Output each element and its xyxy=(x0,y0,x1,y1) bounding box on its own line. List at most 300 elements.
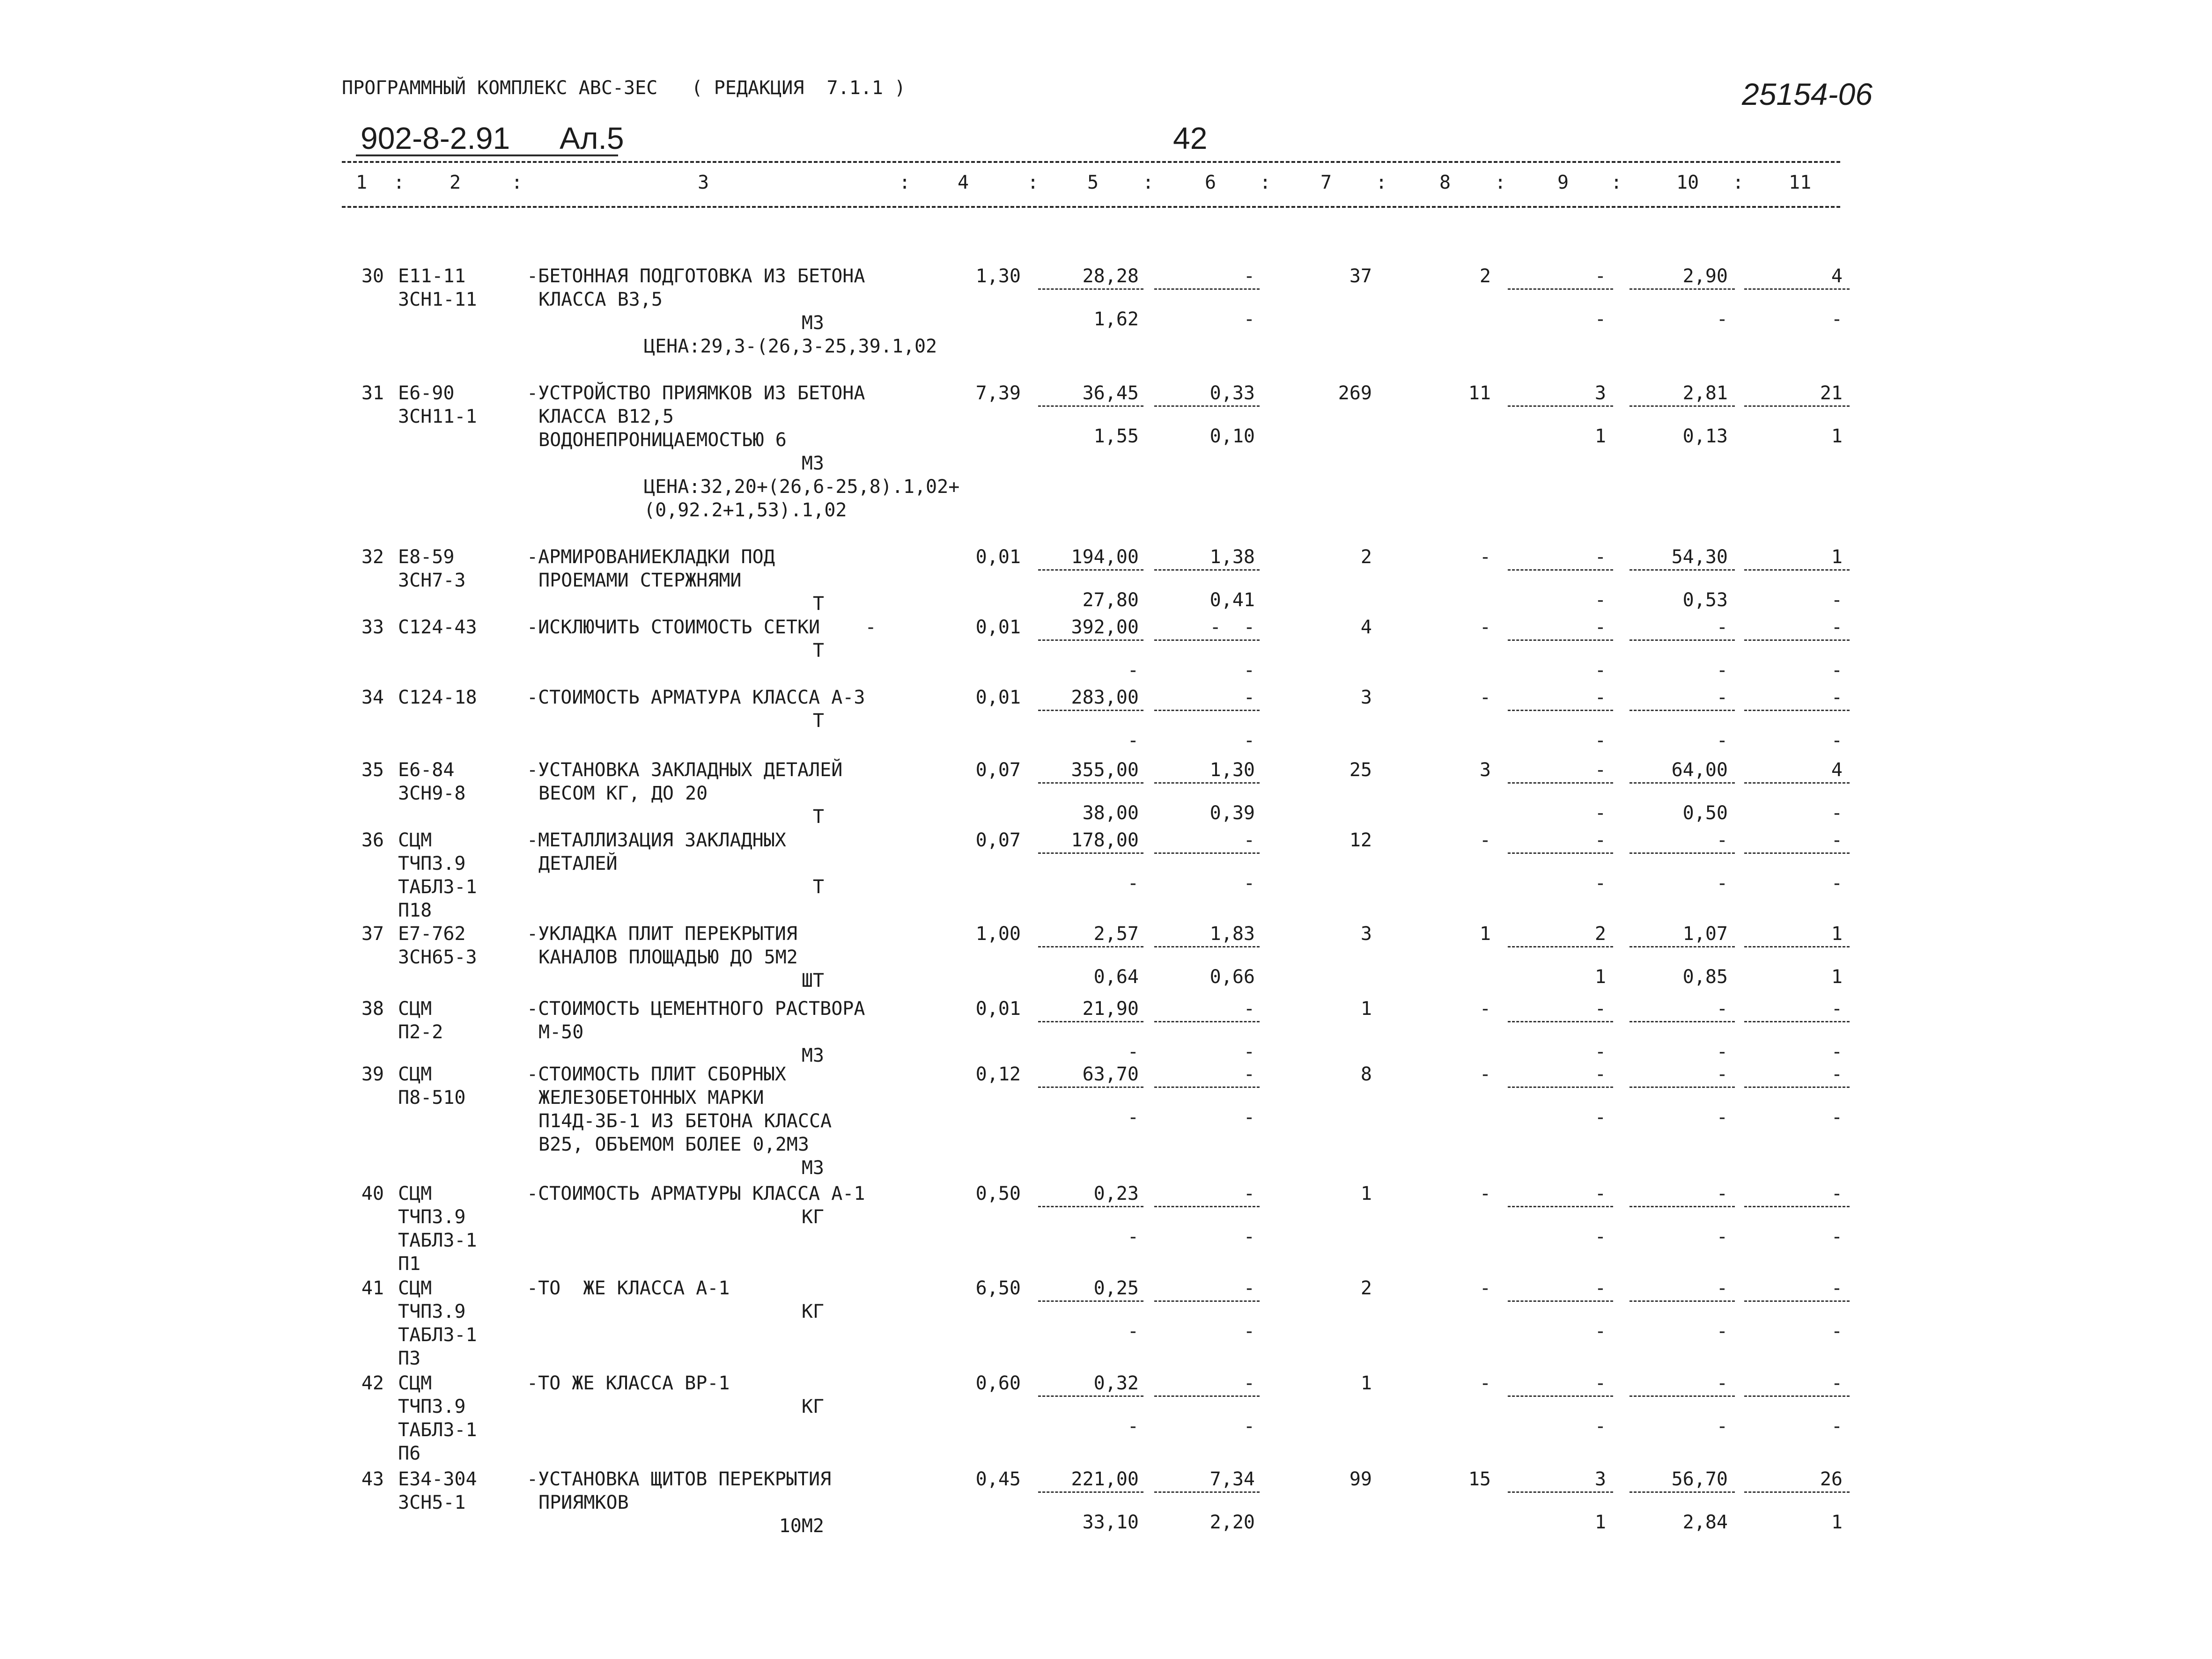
value-c5: 2,57 xyxy=(1093,923,1139,945)
subtotal-rule xyxy=(1744,288,1850,290)
value-c6: 1,30 xyxy=(1209,759,1255,781)
subtotal-rule xyxy=(1630,288,1735,290)
value-c9: 3 xyxy=(1594,1468,1606,1490)
subtotal-rule xyxy=(1744,782,1850,784)
value-c7: 8 xyxy=(1360,1064,1372,1085)
subtotal-rule xyxy=(1154,852,1260,854)
value-c11b: - xyxy=(1831,1041,1843,1063)
value-c6: - xyxy=(1243,1183,1255,1204)
value-qty: 6,50 xyxy=(975,1277,1021,1299)
value-c9: - xyxy=(1594,617,1606,638)
resource-code: СЦМ xyxy=(398,1373,432,1394)
value-c5: 355,00 xyxy=(1071,759,1139,781)
work-description: П14Д-3Б-1 ИЗ БЕТОНА КЛАССА xyxy=(538,1110,832,1132)
work-description: -СТОИМОСТЬ ПЛИТ СБОРНЫХ xyxy=(527,1064,786,1085)
value-c9: - xyxy=(1594,1064,1606,1085)
value-c5: 0,23 xyxy=(1093,1183,1139,1204)
value-c9: - xyxy=(1594,759,1606,781)
subtotal-rule xyxy=(1038,782,1143,784)
value-c9b: - xyxy=(1594,1416,1606,1437)
resource-code: С124-18 xyxy=(398,687,477,708)
value-c6: - xyxy=(1243,1373,1255,1394)
work-description: КЛАССА В12,5 xyxy=(538,406,674,427)
value-c5b: 1,55 xyxy=(1093,426,1139,447)
value-c10b: 0,53 xyxy=(1682,589,1728,611)
value-c11b: 1 xyxy=(1831,966,1843,988)
value-c7: 1 xyxy=(1360,1183,1372,1204)
value-c7: 1 xyxy=(1360,1373,1372,1394)
subtotal-rule xyxy=(1508,710,1613,711)
project-code: 902-8-2.91 xyxy=(361,121,510,155)
column-separator: : xyxy=(899,172,911,193)
subtotal-rule xyxy=(1744,1395,1850,1397)
value-c7: 2 xyxy=(1360,1277,1372,1299)
subtotal-rule xyxy=(1038,852,1143,854)
value-c5: 28,28 xyxy=(1082,265,1139,287)
subtotal-rule xyxy=(1154,1206,1260,1207)
value-c11b: - xyxy=(1831,1107,1843,1128)
subtotal-rule xyxy=(1038,1206,1143,1207)
work-description: ВЕСОМ КГ, ДО 20 xyxy=(538,783,708,804)
value-c10b: - xyxy=(1716,730,1728,751)
value-qty: 0,01 xyxy=(975,617,1021,638)
value-c9: - xyxy=(1594,830,1606,851)
resource-code: ТЧП3.9 xyxy=(398,853,466,874)
unit-of-measure: КГ xyxy=(801,1301,824,1322)
unit-of-measure: Т xyxy=(812,710,824,732)
column-header-10: 10 xyxy=(1676,172,1699,193)
value-c10: - xyxy=(1716,1183,1728,1204)
value-c6: - xyxy=(1243,1064,1255,1085)
value-c7: 3 xyxy=(1360,687,1372,708)
value-qty: 0,07 xyxy=(975,759,1021,781)
value-c5: 194,00 xyxy=(1071,546,1139,568)
value-c10: - xyxy=(1716,998,1728,1020)
value-c6: - xyxy=(1243,830,1255,851)
value-c6b: - xyxy=(1243,1041,1255,1063)
value-c9b: - xyxy=(1594,1041,1606,1063)
subtotal-rule xyxy=(1154,1021,1260,1022)
value-c9b: - xyxy=(1594,873,1606,894)
value-c11: 1 xyxy=(1831,546,1843,568)
resource-code: П2-2 xyxy=(398,1021,443,1043)
header-rule-top xyxy=(342,161,1840,163)
work-description: ВОДОНЕПРОНИЦАЕМОСТЬЮ 6 xyxy=(538,429,787,451)
subtotal-rule xyxy=(1744,639,1850,641)
row-number: 41 xyxy=(361,1277,384,1299)
subtotal-rule xyxy=(1630,1395,1735,1397)
unit-of-measure: М3 xyxy=(801,1045,824,1066)
column-header-1: 1 xyxy=(356,172,368,193)
subtotal-rule xyxy=(1744,710,1850,711)
work-description: -СТОИМОСТЬ АРМАТУРА КЛАССА А-3 xyxy=(527,687,865,708)
row-number: 38 xyxy=(361,998,384,1020)
value-qty: 1,00 xyxy=(975,923,1021,945)
subtotal-rule xyxy=(1038,1395,1143,1397)
value-c9: - xyxy=(1594,1373,1606,1394)
resource-code: П18 xyxy=(398,900,432,921)
subtotal-rule xyxy=(1744,852,1850,854)
value-c7: 37 xyxy=(1349,265,1372,287)
value-c7: 2 xyxy=(1360,546,1372,568)
resource-code: Е7-762 xyxy=(398,923,466,945)
value-c10b: - xyxy=(1716,873,1728,894)
value-c6b: - xyxy=(1243,1321,1255,1342)
value-c11: - xyxy=(1831,830,1843,851)
value-c5b: 0,64 xyxy=(1093,966,1139,988)
value-c10b: - xyxy=(1716,1041,1728,1063)
value-c5b: - xyxy=(1127,660,1139,681)
value-c6b: - xyxy=(1243,660,1255,681)
unit-of-measure: Т xyxy=(812,640,824,661)
work-description: КАНАЛОВ ПЛОЩАДЬЮ ДО 5М2 xyxy=(538,947,798,968)
value-c9: - xyxy=(1594,546,1606,568)
unit-of-measure: КГ xyxy=(801,1206,824,1228)
value-c9b: 1 xyxy=(1594,1512,1606,1533)
album-label: Ал.5 xyxy=(560,121,624,155)
value-c11b: - xyxy=(1831,730,1843,751)
value-c8: - xyxy=(1479,1277,1491,1299)
value-c5b: 27,80 xyxy=(1082,589,1139,611)
value-c11: 1 xyxy=(1831,923,1843,945)
work-description: ПРИЯМКОВ xyxy=(538,1492,629,1513)
work-description: -ТО ЖЕ КЛАССА А-1 xyxy=(527,1277,730,1299)
price-formula: ЦЕНА:29,3-(26,3-25,39.1,02 xyxy=(644,336,937,357)
resource-code: ТАБЛ3-1 xyxy=(398,1230,477,1251)
value-c10b: - xyxy=(1716,660,1728,681)
subtotal-rule xyxy=(1038,1021,1143,1022)
value-qty: 1,30 xyxy=(975,265,1021,287)
work-description: -ТО ЖЕ КЛАССА ВР-1 xyxy=(527,1373,730,1394)
resource-code: С124-43 xyxy=(398,617,477,638)
value-c6b: 0,41 xyxy=(1209,589,1255,611)
resource-code: Е11-11 xyxy=(398,265,466,287)
value-qty: 0,01 xyxy=(975,546,1021,568)
value-c6b: - xyxy=(1243,873,1255,894)
value-c8: - xyxy=(1479,998,1491,1020)
row-number: 39 xyxy=(361,1064,384,1085)
subtotal-rule xyxy=(1630,405,1735,407)
subtotal-rule xyxy=(1154,1300,1260,1302)
subtotal-rule xyxy=(1508,1021,1613,1022)
value-c9: 2 xyxy=(1594,923,1606,945)
value-c10b: - xyxy=(1716,1226,1728,1248)
value-c5: 36,45 xyxy=(1082,382,1139,404)
work-description: ДЕТАЛЕЙ xyxy=(538,853,618,874)
value-c5: 178,00 xyxy=(1071,830,1139,851)
value-c9: - xyxy=(1594,1183,1606,1204)
value-c7: 1 xyxy=(1360,998,1372,1020)
row-number: 36 xyxy=(361,830,384,851)
subtotal-rule xyxy=(1744,1300,1850,1302)
value-c10: - xyxy=(1716,1064,1728,1085)
value-c6: 7,34 xyxy=(1209,1468,1255,1490)
row-number: 32 xyxy=(361,546,384,568)
value-qty: 0,07 xyxy=(975,830,1021,851)
value-c11b: - xyxy=(1831,802,1843,824)
work-description: ПРОЕМАМИ СТЕРЖНЯМИ xyxy=(538,570,742,591)
value-c8: 3 xyxy=(1479,759,1491,781)
value-c11: - xyxy=(1831,617,1843,638)
value-c5: 221,00 xyxy=(1071,1468,1139,1490)
subtotal-rule xyxy=(1508,288,1613,290)
value-c11: 26 xyxy=(1820,1468,1843,1490)
value-c8: 2 xyxy=(1479,265,1491,287)
subtotal-rule xyxy=(1630,852,1735,854)
value-c10: - xyxy=(1716,1373,1728,1394)
value-c9b: - xyxy=(1594,1226,1606,1248)
work-description: -ИСКЛЮЧИТЬ СТОИМОСТЬ СЕТКИ - xyxy=(527,617,877,638)
work-description: -СТОИМОСТЬ АРМАТУРЫ КЛАССА А-1 xyxy=(527,1183,865,1204)
work-description: -УСТАНОВКА ЗАКЛАДНЫХ ДЕТАЛЕЙ xyxy=(527,759,843,781)
value-c9: 3 xyxy=(1594,382,1606,404)
value-c6b: 0,66 xyxy=(1209,966,1255,988)
column-header-11: 11 xyxy=(1789,172,1812,193)
value-c8: 15 xyxy=(1468,1468,1491,1490)
value-c6b: 2,20 xyxy=(1209,1512,1255,1533)
value-c8: - xyxy=(1479,1064,1491,1085)
subtotal-rule xyxy=(1154,710,1260,711)
resource-code: Е6-90 xyxy=(398,382,455,404)
value-c6: - xyxy=(1243,998,1255,1020)
column-separator: : xyxy=(1495,172,1506,193)
project-underline xyxy=(356,154,618,156)
subtotal-rule xyxy=(1630,1491,1735,1493)
subtotal-rule xyxy=(1744,405,1850,407)
value-c11: - xyxy=(1831,1373,1843,1394)
value-c11b: - xyxy=(1831,308,1843,330)
value-qty: 0,01 xyxy=(975,998,1021,1020)
value-c11: - xyxy=(1831,1183,1843,1204)
column-header-3: 3 xyxy=(698,172,709,193)
subtotal-rule xyxy=(1154,946,1260,947)
value-c10b: 0,85 xyxy=(1682,966,1728,988)
subtotal-rule xyxy=(1038,1086,1143,1088)
row-number: 37 xyxy=(361,923,384,945)
value-c8: - xyxy=(1479,1183,1491,1204)
value-c11b: - xyxy=(1831,1226,1843,1248)
column-separator: : xyxy=(511,172,523,193)
subtotal-rule xyxy=(1630,782,1735,784)
value-qty: 0,60 xyxy=(975,1373,1021,1394)
subtotal-rule xyxy=(1744,569,1850,571)
value-c11b: - xyxy=(1831,1321,1843,1342)
resource-code: ТАБЛ3-1 xyxy=(398,876,477,898)
unit-of-measure: Т xyxy=(812,806,824,828)
work-description: -УСТАНОВКА ЩИТОВ ПЕРЕКРЫТИЯ xyxy=(527,1468,832,1490)
subtotal-rule xyxy=(1508,569,1613,571)
value-c6b: - xyxy=(1243,730,1255,751)
subtotal-rule xyxy=(1508,946,1613,947)
column-header-9: 9 xyxy=(1557,172,1569,193)
column-header-2: 2 xyxy=(450,172,461,193)
value-c11: 21 xyxy=(1820,382,1843,404)
row-number: 31 xyxy=(361,382,384,404)
value-c10b: - xyxy=(1716,308,1728,330)
column-separator: : xyxy=(1260,172,1271,193)
resource-code: ТЧП3.9 xyxy=(398,1206,466,1228)
subtotal-rule xyxy=(1154,288,1260,290)
work-description: -УКЛАДКА ПЛИТ ПЕРЕКРЫТИЯ xyxy=(527,923,797,945)
subtotal-rule xyxy=(1154,569,1260,571)
subtotal-rule xyxy=(1038,946,1143,947)
resource-code: ЗСН9-8 xyxy=(398,783,466,804)
value-c8: - xyxy=(1479,617,1491,638)
subtotal-rule xyxy=(1630,1086,1735,1088)
subtotal-rule xyxy=(1630,946,1735,947)
value-c9: - xyxy=(1594,998,1606,1020)
value-c9b: 1 xyxy=(1594,426,1606,447)
subtotal-rule xyxy=(1744,1086,1850,1088)
subtotal-rule xyxy=(1630,1206,1735,1207)
value-c7: 3 xyxy=(1360,923,1372,945)
value-c10: 2,90 xyxy=(1682,265,1728,287)
header-rule-bottom xyxy=(342,206,1840,208)
unit-of-measure: КГ xyxy=(801,1396,824,1417)
value-c10: 56,70 xyxy=(1671,1468,1728,1490)
column-header-8: 8 xyxy=(1439,172,1451,193)
value-c11: - xyxy=(1831,687,1843,708)
subtotal-rule xyxy=(1744,1021,1850,1022)
work-description: -БЕТОННАЯ ПОДГОТОВКА ИЗ БЕТОНА xyxy=(527,265,865,287)
value-c9: - xyxy=(1594,1277,1606,1299)
value-c9b: - xyxy=(1594,1321,1606,1342)
value-c10: 64,00 xyxy=(1671,759,1728,781)
value-c10b: - xyxy=(1716,1107,1728,1128)
resource-code: СЦМ xyxy=(398,1064,432,1085)
column-header-4: 4 xyxy=(958,172,969,193)
row-number: 34 xyxy=(361,687,384,708)
value-c11b: - xyxy=(1831,1416,1843,1437)
resource-code: ЗСН11-1 xyxy=(398,406,477,427)
subtotal-rule xyxy=(1154,405,1260,407)
subtotal-rule xyxy=(1154,1491,1260,1493)
value-qty: 0,01 xyxy=(975,687,1021,708)
value-qty: 0,12 xyxy=(975,1064,1021,1085)
value-c9b: - xyxy=(1594,660,1606,681)
subtotal-rule xyxy=(1744,1206,1850,1207)
value-c11: - xyxy=(1831,1277,1843,1299)
resource-code: П3 xyxy=(398,1348,421,1369)
unit-of-measure: Т xyxy=(812,876,824,898)
document-number: 25154-06 xyxy=(1742,77,1873,111)
subtotal-rule xyxy=(1630,710,1735,711)
value-c9b: - xyxy=(1594,802,1606,824)
resource-code: ЗСН1-11 xyxy=(398,289,477,310)
work-description: КЛАССА В3,5 xyxy=(538,289,663,310)
subtotal-rule xyxy=(1508,1491,1613,1493)
value-c10: - xyxy=(1716,830,1728,851)
value-c8: - xyxy=(1479,1373,1491,1394)
value-c11b: - xyxy=(1831,660,1843,681)
resource-code: СЦМ xyxy=(398,1277,432,1299)
value-c10b: - xyxy=(1716,1416,1728,1437)
value-c5b: - xyxy=(1127,1041,1139,1063)
subtotal-rule xyxy=(1508,852,1613,854)
resource-code: ТЧП3.9 xyxy=(398,1396,466,1417)
value-c5: 392,00 xyxy=(1071,617,1139,638)
row-number: 35 xyxy=(361,759,384,781)
subtotal-rule xyxy=(1508,782,1613,784)
subtotal-rule xyxy=(1038,405,1143,407)
column-separator: : xyxy=(1027,172,1039,193)
value-c5: 0,32 xyxy=(1093,1373,1139,1394)
row-number: 42 xyxy=(361,1373,384,1394)
value-c10b: 0,50 xyxy=(1682,802,1728,824)
value-c7: 4 xyxy=(1360,617,1372,638)
value-c6b: - xyxy=(1243,1107,1255,1128)
page-number: 42 xyxy=(1173,121,1208,155)
subtotal-rule xyxy=(1744,946,1850,947)
column-header-7: 7 xyxy=(1320,172,1332,193)
resource-code: ТЧП3.9 xyxy=(398,1301,466,1322)
subtotal-rule xyxy=(1038,710,1143,711)
subtotal-rule xyxy=(1508,1086,1613,1088)
subtotal-rule xyxy=(1038,569,1143,571)
work-description: -СТОИМОСТЬ ЦЕМЕНТНОГО РАСТВОРА xyxy=(527,998,865,1020)
value-c5b: - xyxy=(1127,1226,1139,1248)
resource-code: СЦМ xyxy=(398,830,432,851)
row-number: 40 xyxy=(361,1183,384,1204)
subtotal-rule xyxy=(1508,1395,1613,1397)
work-description: -МЕТАЛЛИЗАЦИЯ ЗАКЛАДНЫХ xyxy=(527,830,786,851)
value-c8: 1 xyxy=(1479,923,1491,945)
resource-code: П6 xyxy=(398,1443,421,1464)
unit-of-measure: Т xyxy=(812,593,824,615)
value-c7: 99 xyxy=(1349,1468,1372,1490)
resource-code: СЦМ xyxy=(398,998,432,1020)
value-c5: 21,90 xyxy=(1082,998,1139,1020)
resource-code: ЗСН7-3 xyxy=(398,570,466,591)
value-c10: - xyxy=(1716,1277,1728,1299)
resource-code: ЗСН5-1 xyxy=(398,1492,466,1513)
subtotal-rule xyxy=(1038,1491,1143,1493)
work-description: -УСТРОЙСТВО ПРИЯМКОВ ИЗ БЕТОНА xyxy=(527,382,865,404)
subtotal-rule xyxy=(1154,1395,1260,1397)
value-c9b: 1 xyxy=(1594,966,1606,988)
value-c10: 2,81 xyxy=(1682,382,1728,404)
resource-code: ЗСН65-3 xyxy=(398,947,477,968)
value-c11b: - xyxy=(1831,589,1843,611)
value-c10: - xyxy=(1716,617,1728,638)
value-c5b: 38,00 xyxy=(1082,802,1139,824)
value-c6: 1,83 xyxy=(1209,923,1255,945)
value-c10b: 2,84 xyxy=(1682,1512,1728,1533)
value-c6b: - xyxy=(1243,1416,1255,1437)
value-c11: 4 xyxy=(1831,759,1843,781)
value-c5: 283,00 xyxy=(1071,687,1139,708)
value-c9: - xyxy=(1594,687,1606,708)
value-c8: - xyxy=(1479,830,1491,851)
unit-of-measure: ШТ xyxy=(801,970,824,991)
subtotal-rule xyxy=(1038,1300,1143,1302)
value-c7: 12 xyxy=(1349,830,1372,851)
value-c8: 11 xyxy=(1468,382,1491,404)
value-c11: - xyxy=(1831,1064,1843,1085)
subtotal-rule xyxy=(1508,1300,1613,1302)
value-c6b: 0,39 xyxy=(1209,802,1255,824)
value-c11: 4 xyxy=(1831,265,1843,287)
value-c10: 54,30 xyxy=(1671,546,1728,568)
value-c7: 25 xyxy=(1349,759,1372,781)
price-formula: (0,92.2+1,53).1,02 xyxy=(644,499,847,521)
value-c6b: - xyxy=(1243,1226,1255,1248)
value-c6: - xyxy=(1243,1277,1255,1299)
value-c6: 1,38 xyxy=(1209,546,1255,568)
subtotal-rule xyxy=(1630,639,1735,641)
column-separator: : xyxy=(1143,172,1154,193)
value-c11b: - xyxy=(1831,873,1843,894)
